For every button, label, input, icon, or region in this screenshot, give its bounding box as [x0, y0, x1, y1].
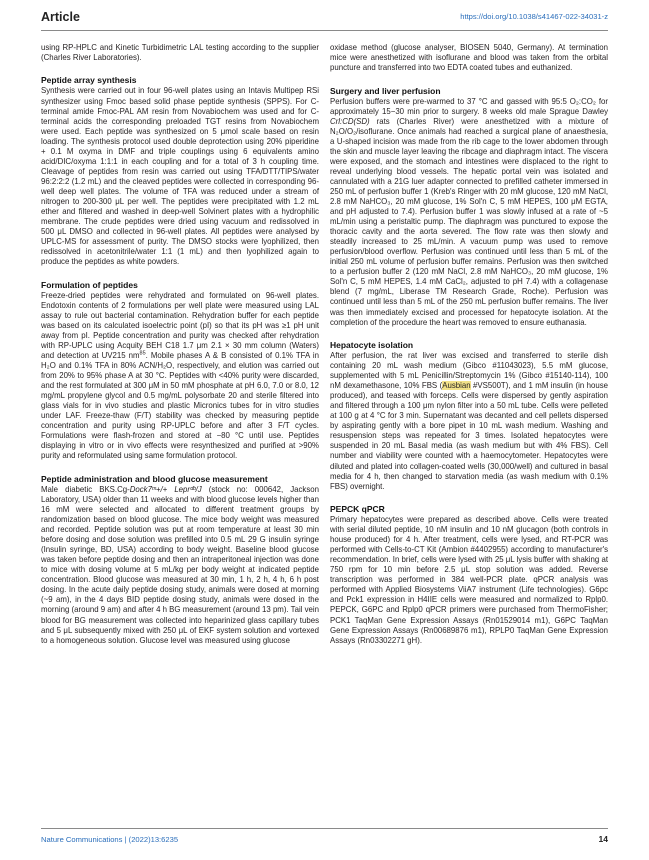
doi-link[interactable]: https://doi.org/10.1038/s41467-022-34031-z: [460, 12, 608, 21]
hepatocyte-body: After perfusion, the rat liver was excised and transferred to sterile dish containing 20 mL wash medium (Gibco #11043023), 5.5 mM glucose, supplemented with 5 mL Penicillin/Streptomycin 1% (Gibco #15140-114), 100 nM dexamethasone, 10% FBS (Ausbian #VS500T), and 1 mM insulin (in house produced), and teased with forceps. Cells were dispersed by gently aspiration and filtered through a 100 μm nylon filter into a 50 mL tube. Cells were pelleted at 100 g at 4 °C for 3 min. Supernatant was decanted and cell pellets dispersed by aspirating gently with a bore pipet in 10 mL wash medium. Washing and resuspension steps was repeated for 3 times. Isolated hepatocytes were suspended in 20 mL Basal media (as wash medium but with 4% FBS). Cell number and viability were counted with a haemocytometer. Hepatocytes were diluted and plated into collagen-coated wells (30,000/well) and cultured in basal media for 4 h, then changed to starvation media (as wash medium with 0.1% FBS) overnight.: [330, 351, 608, 491]
pepck-heading: PEPCK qPCR: [330, 504, 385, 515]
page-footer: [41, 832, 608, 848]
footer-divider: [41, 828, 608, 829]
surgery-body: Perfusion buffers were pre-warmed to 37 °C and gassed with 95:5 O₂:CO₂ for approximately 15−30 min prior to surgery. 8 weeks old male Sprague Dawley Crl:CD(SD) rats (Charles River) were anesthetized with a mixture of N₂O/O₂/isoflurane. Once animals had reached a surgical plane of anaesthesia, a U-shaped incision was made from the rib cage to the lower abdomen through the skin and muscle layer leaving the ribcage and diaphragm intact. The viscera were exposed, and the stomach and intestines were displaced to the right to reveal underlying blood vessels. The hepatic portal vein was isolated and cannulated with a 21G luer adapter connected to prefilled catheter immersed in 250 mL of perfusion buffer 1 (Kreb's Ringer with 20 mM glucose, 120 mM NaCl, 2.8 mM NaHCO₃, 20 mM glucose, 1% Sol'n C, 5 mM HEPES, 100 μM EGTA, and pH adjusted to 7.4). Perfusion buffer 1 was slowly infused at a rate of ~5 mL/min using a peristaltic pump. The diaphragm was punctured to expose the thoracic cavity and the aorta severed. The flow rate was then slowly and steadily increased to 25 mL/min. A vacuum pump was used to remove perfusion/blood overflow. Perfusion was continued until less than 5 mL of the initial 250 mL volume of perfusion buffer remains. Perfusion was then switched to a perfusion buffer 2 (120 mM NaCl, 2.8 mM NaHCO₃, 20 mM glucose, 1% Sol'n C, 5 mM HEPES, 1.4 mM CaCl₂, adjusted to pH 7.4) with a collagenase blend (7 mg/mL, Liberase TM Research Grade, Roche). Perfusion was continued until less than 5 mL of the 250 mL perfusion buffer remains. The liver was then immediately excised and processed for hepatocyte isolation. At the completion of the procedure the heart was removed to ensure euthanasia.: [330, 96, 608, 327]
header-divider: [41, 30, 608, 31]
surgery-heading: Surgery and liver perfusion: [330, 85, 441, 96]
peptide-synthesis-body: Synthesis were carried out in four 96-well plates using an Intavis Multipep RSi synthesizer using Fmoc based solid phase peptide synthesis (SPPS). For C-terminal amide Fmoc-PAL AM resin from Novabiochem was used and for C-terminal acids the corresponding preloaded TGT resins from Novabiochem were used. Each peptide was synthesized on 5 μmol scale based on resin loading. The synthesis protocol used double deprotection using 20% piperidine + 0.1 M oxyma in DMF and triple couplings using 6 equivalents amino acid/DIC/oxyma 1:1:1 in each coupling and for a total of 3 h coupling time. Cleavage of peptides from resin was carried out using TFA/DTT/TIPS/water 96:2:2:2 (1.2 mL) and the cleaved peptides were collected in corresponding 96-well deep well plates. The volume of TFA was reduced under a stream of nitrogen to 200-300 μL per well. The peptides were precipitated with 1.2 mL ether and filtered and washed in deep-well Solvinert plates with a hydrophilic membrane. The crude peptides were dried using vacuum and redissolved in 500 μL DMSO and collected in 96-well plates. All peptides were analysed by UPLC-MS for assessment of purity. The DMSO stocks were lyophilized, then redissolved in acetonitrile/water 1:1 (1 mL) and then lyophilized again to produce the peptides as white powders.: [41, 86, 319, 267]
formulation-heading: Formulation of peptides: [41, 279, 138, 290]
pepck-body: Primary hepatocytes were prepared as described above. Cells were treated with serial diluted peptide, 10 nM insulin and 10 nM glucagon (both controls in house produced) for 4 h. After treatment, cells were lysed, and RT-PCR was performed with Cells-to-CT Kit (Ambion #4402955) according to manufacturer's recommendation. In brief, cells were lysed with 25 μL lysis buffer with shaking at 750 rpm for 10 min before 2.5 μL stop solution was added. Reverse transcription was performed in 384 well-PCR plate. qPCR analysis was performed with Applied Biosystems ViiA7 instrument (Life technologies). G6pc and Pck1 expression in H4IIE cells were measured and normalized to Rplp0. PEPCK, G6PC and Rplp0 qPCR primers were purchased from ThermoFisher; PCK1 TaqMan Gene Expression Assays (Rn01529014 m1), G6PC TaqMan Gene Expression Assays (Rn00689876 m1), RPLP0 TaqMan Gene Expression Assays (Rn03302271 gH).: [330, 515, 608, 645]
page-header: [41, 8, 608, 28]
formulation-body: Freeze-dried peptides were rehydrated and formulated on 96-well plates. Endotoxin contents of 2 formulations per well plate were measured using LAL assay to rule out bacterial contamination. Rehydration buffer for each peptide was based on its calculated isoelectric point (pI) so that its pH was ≥1 pH unit away from pI. Peptide concentration and purity was checked after rehydration with RP-UPLC using Acquity BEH C18 1.7 μm 2.1 × 30 mm column (Waters) and detection at UV215 $nm^{85}$. Mobile phases A & B consisted of 0.1% TFA in H₂O and 0.1% TFA in 80% ACN/H₂O, respectively, and elution was carried out from 20% to 95% phase A at 30 °C. Peptides with <40% purity were discarded, and the rest formulated at 300 μM in 50 mM phosphate at pH 6.0, 7.0 or 8.0, 12 mg/mL propylene glycol and 0.5 mg/mL polysorbate 20 and sterile filtered into glass vials for in vivo studies and plastic Micronics tubes for in vitro studies under LAF. Freeze-thaw (F/T) stability was checked by measuring peptide concentration and purity using RP-UPLC before and after 3 F/T cycles. Formulations were flash-frozen and stored at −80 °C until use. Peptides displaying in vitro or in vivo effects were resynthesized and purified at >90% purity and reformulated using same formulation protocol.: [41, 290, 319, 461]
left-column: [41, 43, 319, 646]
continued-paragraph: oxidase method (glucose analyser, BIOSEN 5040, Germany). At termination mice were anesthetized with isoflurane and blood was taken from the orbital puncture and transferred into two EDTA coated tubes and euthanized.: [330, 43, 608, 73]
right-column: [330, 43, 608, 646]
page-number: 14: [598, 834, 608, 844]
reference-superscript[interactable]: 85: [139, 350, 146, 357]
administration-heading: Peptide administration and blood glucose measurement: [41, 473, 268, 484]
intro-paragraph: using RP-HPLC and Kinetic Turbidimetric LAL testing according to the supplier (Charles River Laboratories).: [41, 43, 319, 63]
administration-body: Male diabetic BKS.Cg-Dock7ᵐ+/+ Leprᵈᵇ/J (stock no: 000642, Jackson Laboratory, USA) older than 11 weeks and with blood glucose levels higher than 16 mM were selected and allocated to different treatment groups by randomization based on blood glucose. The mice body weight was measured and recorded. Peptide solution was put at room temperature at least 30 min before dosing and dose solution was prefilled into 0.5 mL 29 G insulin syringe (Insulin syringe, BD, USA) according to body weight. Baseline blood glucose was taken before peptide dosing and then an intraperitoneal injection was done to mice with dosing volume at 5 mL/kg per body weight at indicated peptide concentration. Blood glucose was measured at 30 min, 1 h, 2 h, 4 h, 6 h post dosing. In the acute daily peptide dosing study, animals were dosed at morning (~9 am), in the 4 days BID peptide dosing study, animals were dosed in the morning (around 9 am) and after 4 h BG measurement (around 13 pm). Tail vein blood for BG measurement was collected into heparinized glass capillary tubes and 5 μL subsequently mixed with 250 μL of EKF system solution and vortexed to a homogeneous solution. Glucose level was measured using glucose: [41, 484, 320, 645]
journal-citation[interactable]: Nature Communications | (2022)13:6235: [41, 835, 179, 844]
hepatocyte-heading: Hepatocyte isolation: [330, 340, 414, 350]
peptide-synthesis-heading: Peptide array synthesis: [41, 75, 137, 86]
article-label: Article: [41, 10, 80, 24]
highlighted-text: Ausbian: [442, 381, 471, 391]
